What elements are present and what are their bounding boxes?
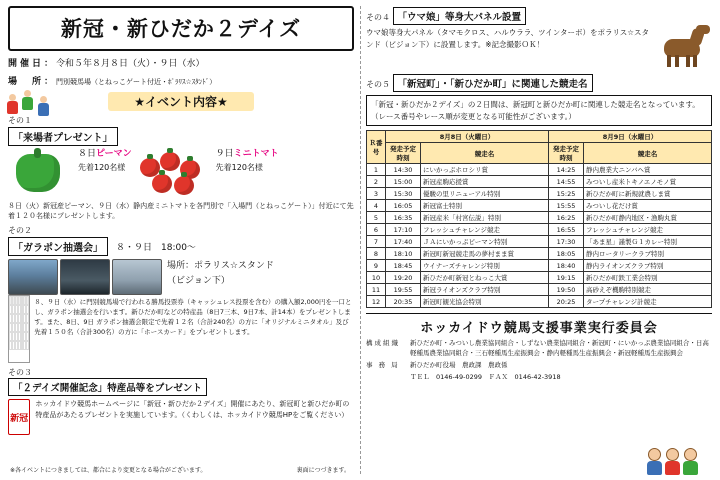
cell-name-day1: 新ひだか町新冠とねっこ大賞 <box>421 272 549 284</box>
cell-name-day2: 静内ライオンズクラブ特別 <box>584 260 712 272</box>
section-5-no: その５ <box>366 80 390 89</box>
calendar-image <box>8 295 30 363</box>
header-name-2: 競走名 <box>584 143 712 164</box>
cell-time-day1: 19:55 <box>386 284 421 296</box>
horse-leg-icon <box>675 55 679 67</box>
cell-race-number: 9 <box>367 260 386 272</box>
section-1-item1 <box>78 148 132 174</box>
race-table-header-row-1 <box>367 131 712 143</box>
figure-body-icon <box>22 97 33 110</box>
mascot-3 <box>682 448 698 474</box>
cell-time-day1: 14:30 <box>386 164 421 176</box>
table-row <box>367 224 712 236</box>
table-row <box>367 164 712 176</box>
header-time-2: 発走予定時刻 <box>549 143 584 164</box>
section-2-place <box>167 259 274 288</box>
section-5 <box>366 73 712 126</box>
table-row <box>367 176 712 188</box>
section-3-body <box>8 399 354 435</box>
section-2-header <box>8 236 354 256</box>
badge-niikappu: 新冠 <box>8 399 30 435</box>
event-banner <box>8 92 354 111</box>
header-time-1: 発走予定時刻 <box>386 143 421 164</box>
cell-name-day2: 新ひだか町静内地区・漁駒丸賞 <box>584 212 712 224</box>
section-1 <box>8 115 354 221</box>
decorative-figures <box>6 86 54 126</box>
tomato-icon <box>174 176 194 195</box>
section-3-no: その３ <box>8 368 32 378</box>
cell-race-number: 10 <box>367 272 386 284</box>
members-label: 構成組織 <box>366 339 400 348</box>
cell-race-number: 11 <box>367 284 386 296</box>
date-line <box>8 56 354 69</box>
calendar-cell <box>26 332 29 341</box>
section-5-title: 「新冠町」・「新ひだか町」に関連した競走名 <box>393 74 593 92</box>
cell-name-day1: にいかっぷホロシリ賞 <box>421 164 549 176</box>
cell-name-day2: フレッシュチャレンジ競走 <box>584 224 712 236</box>
members-value: 新ひだか町・みついし農業協同組合・しずない農業協同組合・新冠町・にいかっぷ農業協同組合・日高軽種馬農業協同組合・三石軽種馬生産振興会・静内軽種馬生産振興会・新冠軽種馬生産振興会 <box>410 339 709 357</box>
place-label: 場 所： <box>8 77 57 87</box>
continue-note: 裏面につづきます。 <box>296 467 350 474</box>
cell-name-day1: ウイナーズチャレンジ特別 <box>421 260 549 272</box>
prize-photo-2 <box>60 259 110 295</box>
cell-time-day2: 15:25 <box>549 188 584 200</box>
item2-qty: 先着120名様 <box>215 162 263 172</box>
pepper-icon <box>16 154 60 192</box>
mascot-head-icon <box>684 448 697 461</box>
header-race-number: Ｒ番号 <box>367 131 386 164</box>
figure-body-icon <box>38 103 49 116</box>
cell-time-day2: 16:55 <box>549 224 584 236</box>
mascot-body-icon <box>665 461 680 475</box>
section-3-text: ホッカイドウ競馬ホームページに「新冠・新ひだか２デイズ」開催にあたり、新冠町と新ひだか町の特産品があたるプレゼントを実施しています。（くわしくは、ホッカイドウ競馬HPをご覧ください） <box>35 400 350 420</box>
cell-time-day2: 17:30 <box>549 236 584 248</box>
header-day-2: 8月9日（水曜日） <box>549 131 712 143</box>
cell-name-day2: 高砂えぞ機駒特別競走 <box>584 284 712 296</box>
tomato-icon <box>152 174 172 193</box>
cell-time-day2: 15:55 <box>549 200 584 212</box>
tel-row <box>366 373 712 383</box>
cell-time-day2: 20:25 <box>549 296 584 308</box>
office-row <box>366 361 712 371</box>
cell-time-day1: 20:35 <box>386 296 421 308</box>
cell-name-day1: 新冠町観光協会特別 <box>421 296 549 308</box>
table-row <box>367 248 712 260</box>
right-page <box>360 0 720 480</box>
figure-head-icon <box>9 94 16 101</box>
header-day-1: 8月8日（火曜日） <box>386 131 549 143</box>
section-1-title: 「来場者プレゼント」 <box>8 127 118 146</box>
mascot-2 <box>664 448 680 474</box>
mascot-head-icon <box>648 448 661 461</box>
section-2 <box>8 225 354 363</box>
date-label: 開催日： <box>8 59 57 69</box>
prize-photo-3 <box>112 259 162 295</box>
cell-name-day2: みついし産米トキノエノモノ賞 <box>584 176 712 188</box>
cell-name-day2: 静内ロータリークラブ特別 <box>584 248 712 260</box>
figure-head-icon <box>40 96 47 103</box>
section-1-note: ８日（火）新冠産ピーマン、９日（水）静内産ミニトマトを各門別で「入場門（とねっこゲート）」付近にて先着１２０名様にプレゼントします。 <box>8 202 354 221</box>
cell-name-day2: 静内農業大ニンバヘ賞 <box>584 164 712 176</box>
tel-spacer <box>366 373 406 383</box>
item1-day: ８日 <box>78 149 97 159</box>
section-1-item2 <box>216 148 279 174</box>
table-row <box>367 296 712 308</box>
horse-head-icon <box>696 25 710 34</box>
section-4-title: 「ウマ娘」等身大パネル設置 <box>393 7 527 25</box>
cell-time-day1: 18:45 <box>386 260 421 272</box>
horse-leg-icon <box>686 55 690 67</box>
cell-race-number: 7 <box>367 236 386 248</box>
section-3 <box>8 367 354 435</box>
cell-time-day1: 17:10 <box>386 224 421 236</box>
cell-time-day2: 16:25 <box>549 212 584 224</box>
section-4-text: ウマ娘等身大パネル（タマモクロス、ハルウララ、ツインターボ）をポラリス☆スタンド（ビジョン下）に設置します。※記念撮影ＯＫ！ <box>366 28 650 49</box>
figure-3 <box>37 96 50 118</box>
cell-name-day1: ＪＡにいかっぷピーマン特別 <box>421 236 549 248</box>
cell-time-day2: 19:15 <box>549 272 584 284</box>
calendar-cell <box>26 314 29 323</box>
cell-race-number: 1 <box>367 164 386 176</box>
section-2-title: 「ガラポン抽選会」 <box>8 237 108 256</box>
cell-time-day2: 19:50 <box>549 284 584 296</box>
cell-name-day1: フレッシュチャレンジ競走 <box>421 224 549 236</box>
mascot-illustration <box>646 440 710 474</box>
prize-photo-1 <box>8 259 58 295</box>
place-value: 門別競馬場（とねっこゲート付近・ﾎﾟﾗﾘｽ☆ｽﾀﾝﾄﾞ） <box>56 78 217 86</box>
cell-time-day2: 18:40 <box>549 260 584 272</box>
cell-time-day2: 14:25 <box>549 164 584 176</box>
cell-time-day1: 19:20 <box>386 272 421 284</box>
cell-name-day2: 新ひだか町に新規就農しま賞 <box>584 188 712 200</box>
cell-name-day1: 新冠産駒応援賞 <box>421 176 549 188</box>
cell-name-day2: 新ひだか町鉄工業会特別 <box>584 272 712 284</box>
item1-name: ピーマン <box>96 149 132 159</box>
cell-name-day1: 新冠ライオンズクラブ特別 <box>421 284 549 296</box>
race-table-header-row-2 <box>367 143 712 164</box>
pepper-image <box>8 148 72 198</box>
cell-name-day1: 優駿の里リニューアル特別 <box>421 188 549 200</box>
footer-band <box>366 313 712 382</box>
mascot-1 <box>646 448 662 474</box>
section-2-place-label: 場所： <box>167 261 195 272</box>
cell-name-day2: 「あま星」謹製Ｇ１カレー特別 <box>584 236 712 248</box>
calendar-cell <box>26 305 29 314</box>
calendar-cell <box>26 296 29 305</box>
cell-name-day2: みついし花だけ賞 <box>584 200 712 212</box>
cell-race-number: 5 <box>367 212 386 224</box>
cell-race-number: 4 <box>367 200 386 212</box>
poster-title-box <box>8 6 354 51</box>
item2-day: ９日 <box>215 149 234 159</box>
mascot-body-icon <box>647 461 662 475</box>
tomato-icon <box>160 152 180 171</box>
cell-time-day1: 16:35 <box>386 212 421 224</box>
section-2-place-1: ポラリス☆スタンド <box>194 261 274 272</box>
date-value: 令和５年８月８日（火）・９日（水） <box>56 59 205 69</box>
cell-race-number: 6 <box>367 224 386 236</box>
section-5-box: 「新冠・新ひだか２デイズ」の２日間は、新冠町と新ひだか町に関連した競走名となっています。（レース番号やレース順が変更となる可能性がございます。） <box>366 95 712 126</box>
section-2-dates: ８・９日 18:00～ <box>116 242 196 253</box>
left-footnote: ※各イベントにつきましては、都合により変更となる場合がございます。 <box>10 467 207 474</box>
cell-time-day1: 17:40 <box>386 236 421 248</box>
tomato-image <box>138 148 210 198</box>
race-table-body <box>367 164 712 308</box>
item2-name: ミニトマト <box>233 149 279 159</box>
calendar-cell <box>26 341 29 350</box>
cell-race-number: 2 <box>367 176 386 188</box>
table-row <box>367 200 712 212</box>
horse-illustration <box>658 25 712 69</box>
members-row <box>366 339 712 359</box>
section-3-title: 「２デイズ開催記念」特産品等をプレゼント <box>8 378 207 396</box>
figure-2 <box>21 90 34 112</box>
section-2-place-2: （ビジョン下） <box>167 275 230 286</box>
cell-race-number: 3 <box>367 188 386 200</box>
horse-leg-icon <box>693 55 697 67</box>
section-4-head <box>366 6 712 25</box>
section-4-no: その４ <box>366 13 390 22</box>
page-title: 新冠・新ひだか２デイズ <box>60 17 302 41</box>
place-line <box>8 74 354 87</box>
table-row <box>367 260 712 272</box>
cell-time-day1: 15:30 <box>386 188 421 200</box>
table-row <box>367 272 712 284</box>
table-row <box>367 284 712 296</box>
table-row <box>367 188 712 200</box>
cell-time-day2: 14:55 <box>549 176 584 188</box>
figure-1 <box>6 94 19 116</box>
section-2-no: その２ <box>8 226 32 236</box>
mascot-body-icon <box>683 461 698 475</box>
tel-value: ＴＥＬ 0146-49-0299 ＦＡＸ 0146-42-3918 <box>410 372 561 381</box>
item1-qty: 先着120名様 <box>78 162 126 172</box>
section-1-no: その１ <box>8 116 32 125</box>
cell-race-number: 8 <box>367 248 386 260</box>
section-4-body <box>366 25 712 69</box>
calendar-cell <box>26 323 29 332</box>
cell-name-day1: 新冠町新冠競走馬の夢村まま賞 <box>421 248 549 260</box>
header-name-1: 競走名 <box>421 143 549 164</box>
cell-name-day2: タープチャレンジ計競走 <box>584 296 712 308</box>
section-1-body <box>8 148 354 198</box>
table-row <box>367 212 712 224</box>
prize-photos <box>8 259 162 295</box>
mascot-head-icon <box>666 448 679 461</box>
cell-time-day1: 16:05 <box>386 200 421 212</box>
office-label: 事 務 局 <box>366 360 400 369</box>
cell-race-number: 12 <box>367 296 386 308</box>
organizer-name: ホッカイドウ競馬支援事業実行委員会 <box>420 321 658 337</box>
cell-time-day1: 15:00 <box>386 176 421 188</box>
table-row <box>367 236 712 248</box>
office-value: 新ひだか町役場 農政課 農政係 <box>410 360 508 369</box>
figure-head-icon <box>24 90 31 97</box>
cell-name-day1: 新冠富士特別 <box>421 200 549 212</box>
cell-name-day1: 新冠産米「村宮伝説」特別 <box>421 212 549 224</box>
section-5-head <box>366 73 712 92</box>
cell-time-day2: 18:05 <box>549 248 584 260</box>
event-banner-text: ★イベント内容★ <box>108 92 254 111</box>
figure-body-icon <box>7 101 18 114</box>
section-4 <box>366 6 712 69</box>
horse-leg-icon <box>667 55 671 67</box>
cell-time-day1: 18:10 <box>386 248 421 260</box>
section-2-note-area <box>8 295 354 363</box>
race-table-head <box>367 131 712 164</box>
race-table <box>366 130 712 308</box>
section-2-note: ８、９日（水）に門別競馬場で行われる勝馬投票券（キャッシュレス投票を含む）の購入額2,000円を一口とし、ガラポン抽選会を行います。新ひだか町などの特産品（8日7三本、9日7本、計14本）をプレゼントします。また、8日、9日 ガラポン抽選会限定で先着１２名（合計240名）の方に「オリジナルミニタオル」及び先着１５０名（合計300名）の方に「ホースカード」をプレゼントします。 <box>34 298 352 336</box>
section-2-body <box>8 259 354 295</box>
